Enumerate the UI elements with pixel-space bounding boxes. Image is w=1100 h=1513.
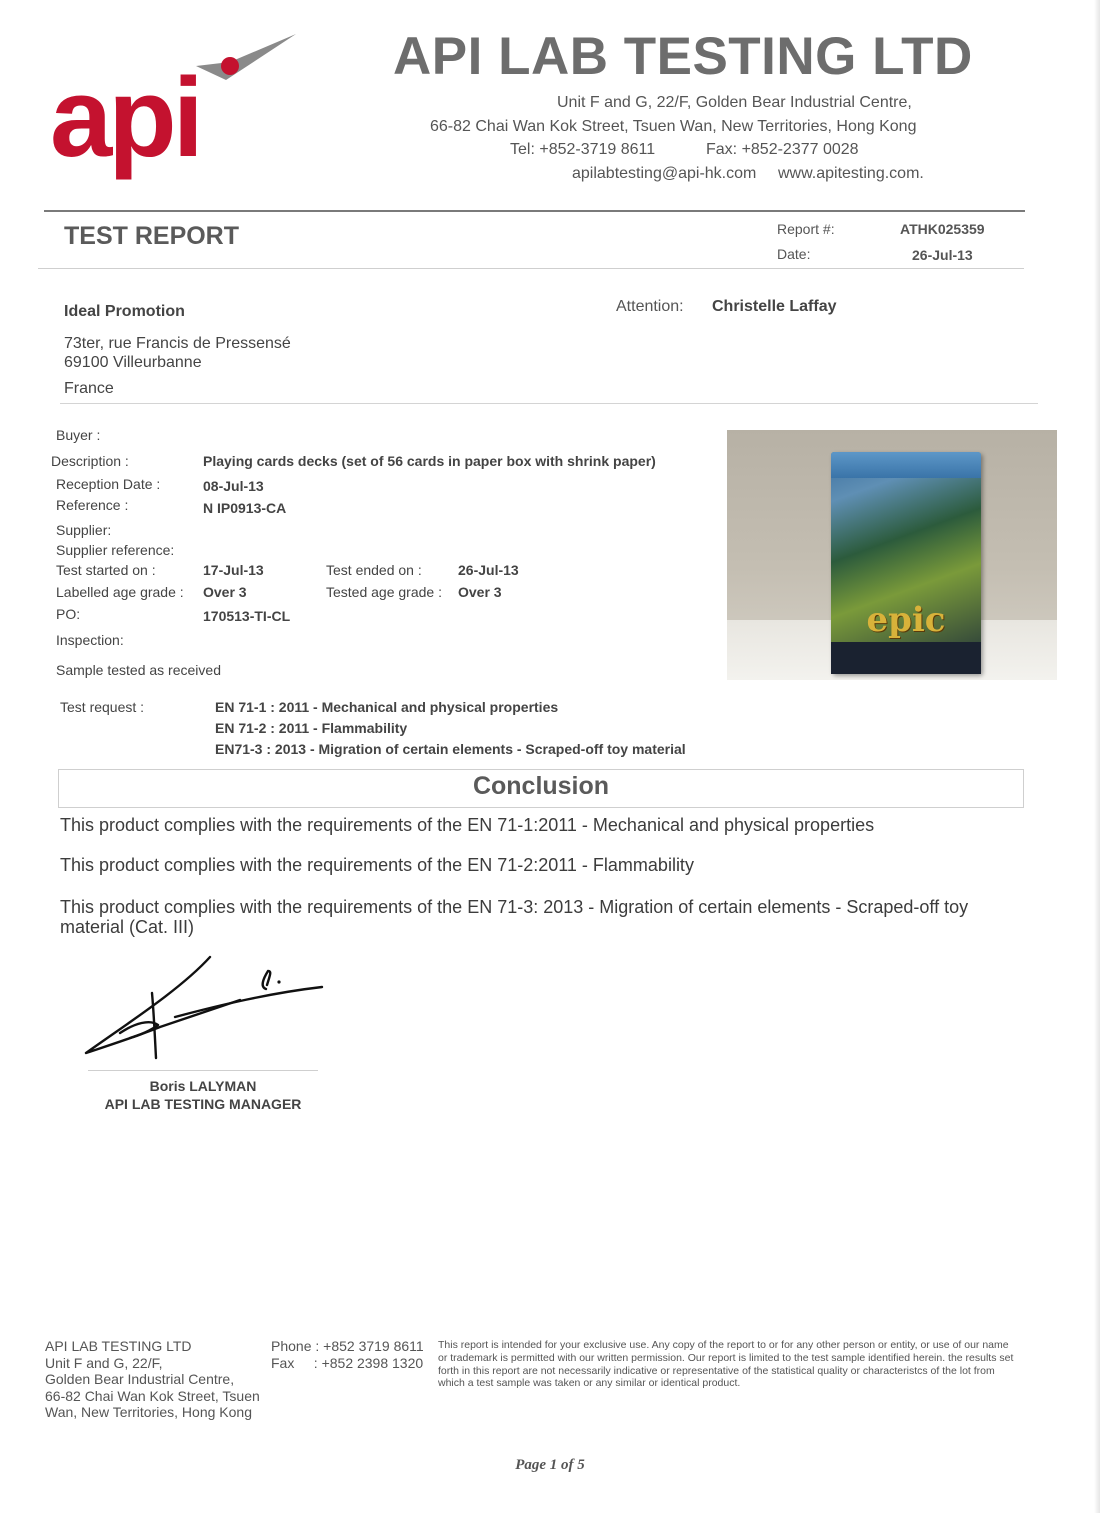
company-address-line2: 66-82 Chai Wan Kok Street, Tsuen Wan, New Territories, Hong Kong xyxy=(430,118,917,135)
test-request-item: EN 71-1 : 2011 - Mechanical and physical properties xyxy=(215,699,559,715)
company-fax: Fax: +852-2377 0028 xyxy=(706,141,859,158)
tested-age-label: Tested age grade : xyxy=(326,584,442,600)
footer-address-line: API LAB TESTING LTD xyxy=(45,1338,192,1354)
test-ended-label: Test ended on : xyxy=(326,562,422,578)
tested-age-value: Over 3 xyxy=(458,584,502,600)
footer-fax: Fax : +852 2398 1320 xyxy=(271,1355,424,1371)
card-box-top-band xyxy=(831,452,981,478)
logo-swoosh-icon xyxy=(196,34,296,80)
page-number: Page 1 of 5 xyxy=(515,1457,585,1473)
footer-phone: Phone : +852 3719 8611 xyxy=(271,1338,424,1354)
company-address-line1: Unit F and G, 22/F, Golden Bear Industrial Centre, xyxy=(557,94,912,111)
header-divider xyxy=(44,210,1025,212)
card-box-bottom xyxy=(831,642,981,674)
test-request-item: EN 71-2 : 2011 - Flammability xyxy=(215,720,408,736)
product-photo xyxy=(727,430,1057,680)
supplier-label: Supplier: xyxy=(56,522,112,538)
attention-name: Christelle Laffay xyxy=(712,298,837,315)
labelled-age-value: Over 3 xyxy=(203,584,247,600)
company-website: www.apitesting.com. xyxy=(778,165,924,182)
report-number-label: Report #: xyxy=(777,221,835,237)
reception-date-value: 08-Jul-13 xyxy=(203,478,264,494)
conclusion-statement: This product complies with the requirements of the EN 71-2:2011 - Flammability xyxy=(60,855,694,875)
conclusion-statement: This product complies with the requirements of the EN 71-1:2011 - Mechanical and physical properties xyxy=(60,815,875,835)
report-date: 26-Jul-13 xyxy=(912,247,973,263)
test-request-label: Test request : xyxy=(60,699,145,715)
footer-disclaimer: This report is intended for your exclusive use. Any copy of the report to or for any other person or entity, or use of our name or trademark is permitted with our written permission. Our report is limited to the test sample identified herein. the results set forth in this report are not necessarily indicative or representative of the statistical quality or characteristcs of the lot from which a test sample was taken or any similar or identical product. xyxy=(438,1339,1014,1390)
footer-address-line: Wan, New Territories, Hong Kong xyxy=(45,1404,252,1420)
description-label: Description : xyxy=(51,453,129,469)
po-label: PO: xyxy=(56,606,81,622)
labelled-age-label: Labelled age grade : xyxy=(56,584,184,600)
page-edge-shadow xyxy=(1094,0,1100,1513)
report-date-label: Date: xyxy=(777,246,811,262)
po-value: 170513-TI-CL xyxy=(203,608,291,624)
sample-note: Sample tested as received xyxy=(56,662,221,678)
test-request-item: EN71-3 : 2013 - Migration of certain elements - Scraped-off toy material xyxy=(215,741,686,757)
buyer-label: Buyer : xyxy=(56,427,101,443)
footer-company-address xyxy=(45,1338,260,1421)
playing-card-box xyxy=(831,452,981,674)
handwritten-signature xyxy=(80,945,330,1070)
client-divider xyxy=(60,403,1038,404)
card-box-logo: epic xyxy=(866,600,946,640)
footer-address-line: Unit F and G, 22/F, xyxy=(45,1354,163,1371)
signature-line xyxy=(88,1070,318,1071)
api-logo xyxy=(48,28,308,193)
reference-label: Reference : xyxy=(56,497,129,513)
logo-text: api xyxy=(50,55,200,180)
signer-title: API LAB TESTING MANAGER xyxy=(104,1096,302,1112)
test-started-label: Test started on : xyxy=(56,562,156,578)
client-address-line: France xyxy=(64,380,114,397)
signer-name: Boris LALYMAN xyxy=(149,1078,257,1094)
company-tel: Tel: +852-3719 8611 xyxy=(510,141,656,158)
client-address-line: 69100 Villeurbanne xyxy=(64,354,202,371)
company-email: apilabtesting@api-hk.com xyxy=(572,165,757,182)
reception-date-label: Reception Date : xyxy=(56,476,161,492)
inspection-label: Inspection: xyxy=(56,632,124,648)
footer-address-line: 66-82 Chai Wan Kok Street, Tsuen xyxy=(45,1387,260,1404)
footer-address-line: Golden Bear Industrial Centre, xyxy=(45,1371,235,1387)
conclusion-statement: This product complies with the requirements of the EN 71-3: 2013 - Migration of certain elements - Scraped-off toy material (Cat. III) xyxy=(60,897,969,937)
report-number: ATHK025359 xyxy=(900,221,985,237)
client-name: Ideal Promotion xyxy=(64,303,185,320)
description-value: Playing cards decks (set of 56 cards in paper box with shrink paper) xyxy=(203,453,656,469)
attention-label: Attention: xyxy=(616,298,684,315)
supplier-reference-label: Supplier reference: xyxy=(56,542,175,558)
title-divider xyxy=(38,268,1024,269)
test-ended-value: 26-Jul-13 xyxy=(458,562,519,578)
company-name: API LAB TESTING LTD xyxy=(393,27,973,86)
reference-value: N IP0913-CA xyxy=(203,500,287,516)
client-address-line: 73ter, rue Francis de Pressensé xyxy=(64,335,291,352)
test-started-value: 17-Jul-13 xyxy=(203,562,264,578)
conclusion-title: Conclusion xyxy=(472,772,610,800)
logo-dot xyxy=(221,57,239,75)
report-title: TEST REPORT xyxy=(64,222,240,250)
